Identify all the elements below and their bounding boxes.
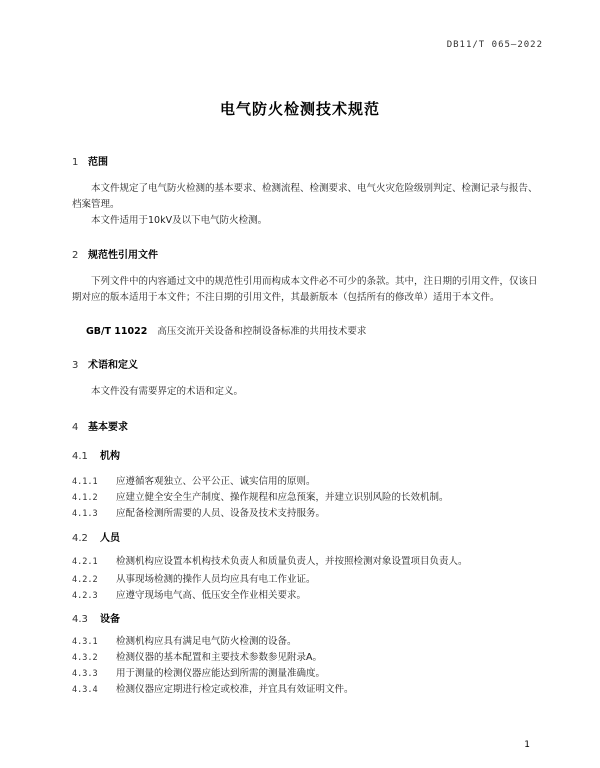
clause-number: 4.3.3 (72, 669, 98, 679)
clause-4-1-3 (72, 505, 552, 519)
clause-number: 4.3.4 (72, 685, 98, 695)
section-1-paragraph-1: 本文件规定了电气防火检测的基本要求、检测流程、检测要求、电气火灾危险级别判定、检测记录与报告、档案管理。 (72, 183, 538, 210)
clause-number: 4.2.2 (72, 575, 98, 585)
section-4-heading (72, 418, 128, 433)
subsection-4-1-heading (72, 447, 120, 462)
section-2-paragraph-1: 下列文件中的内容通过文中的规范性引用而构成本文件必不可少的条款。其中，注日期的引用文件，仅该日期对应的版本适用于本文件；不注日期的引用文件，其最新版本（包括所有的修改单）适用于本文件。 (72, 276, 538, 303)
subsection-4-3-heading (72, 610, 120, 625)
clause-text: 应建立健全安全生产制度、操作规程和应急预案，并建立识别风险的长效机制。 (116, 492, 449, 503)
clause-4-3-2 (72, 649, 552, 663)
subsection-number: 4.1 (72, 451, 88, 462)
clause-number: 4.2.1 (72, 557, 98, 567)
clause-number: 4.2.3 (72, 591, 98, 601)
clause-4-1-2 (72, 489, 552, 503)
clause-text: 应配备检测所需要的人员、设备及技术支持服务。 (116, 508, 326, 519)
section-number: 1 (72, 157, 79, 168)
clause-text: 检测仪器应定期进行检定或校准，并宜具有效证明文件。 (116, 684, 354, 695)
section-1-heading (72, 153, 108, 168)
section-3-paragraph-1: 本文件没有需要界定的术语和定义。 (91, 386, 244, 397)
subsection-title: 设备 (100, 614, 120, 625)
clause-4-2-3 (72, 587, 552, 601)
section-title: 范围 (88, 157, 108, 168)
subsection-number: 4.2 (72, 533, 88, 544)
subsection-4-2-heading (72, 529, 120, 544)
clause-number: 4.1.3 (72, 509, 98, 519)
clause-text: 应遵守现场电气高、低压安全作业相关要求。 (116, 590, 307, 601)
clause-4-3-1 (72, 633, 552, 647)
clause-text: 用于测量的检测仪器应能达到所需的测量准确度。 (116, 668, 326, 679)
section-number: 3 (72, 360, 79, 371)
clause-number: 4.1.2 (72, 493, 98, 503)
section-title: 术语和定义 (88, 360, 138, 371)
page-number: 1 (524, 740, 530, 750)
clause-number: 4.3.1 (72, 637, 98, 647)
clause-text: 检测机构应具有满足电气防火检测的设备。 (116, 636, 297, 647)
clause-text: 检测机构应设置本机构技术负责人和质量负责人，并按照检测对象设置项目负责人。 (116, 556, 468, 567)
clause-text: 从事现场检测的操作人员均应具有电工作业证。 (116, 574, 316, 585)
section-1-paragraph-2: 本文件适用于10kV及以下电气防火检测。 (91, 215, 268, 226)
reference-code: GB/T 11022 (86, 326, 148, 337)
section-3-heading (72, 356, 138, 371)
page-title: 电气防火检测技术规范 (219, 100, 380, 118)
clause-number: 4.1.1 (72, 477, 98, 487)
clause-4-1-1 (72, 473, 552, 487)
clause-text: 检测仪器的基本配置和主要技术参数参见附录A。 (116, 652, 322, 663)
section-2-heading (72, 246, 158, 261)
clause-text: 应遵循客观独立、公平公正、诚实信用的原则。 (116, 476, 316, 487)
clause-number: 4.3.2 (72, 653, 98, 663)
section-title: 规范性引用文件 (88, 250, 158, 261)
section-title: 基本要求 (88, 422, 128, 433)
section-number: 4 (72, 422, 79, 433)
reference-title: 高压交流开关设备和控制设备标准的共用技术要求 (157, 326, 367, 337)
clause-4-2-2 (72, 571, 552, 585)
clause-4-2-1 (72, 553, 552, 567)
standard-code-header: DB11/T 065—2022 (446, 40, 543, 50)
subsection-title: 人员 (100, 533, 120, 544)
section-number: 2 (72, 250, 79, 261)
clause-4-3-4 (72, 681, 552, 695)
clause-4-3-3 (72, 665, 552, 679)
normative-reference (86, 323, 366, 337)
subsection-number: 4.3 (72, 614, 88, 625)
subsection-title: 机构 (100, 451, 120, 462)
